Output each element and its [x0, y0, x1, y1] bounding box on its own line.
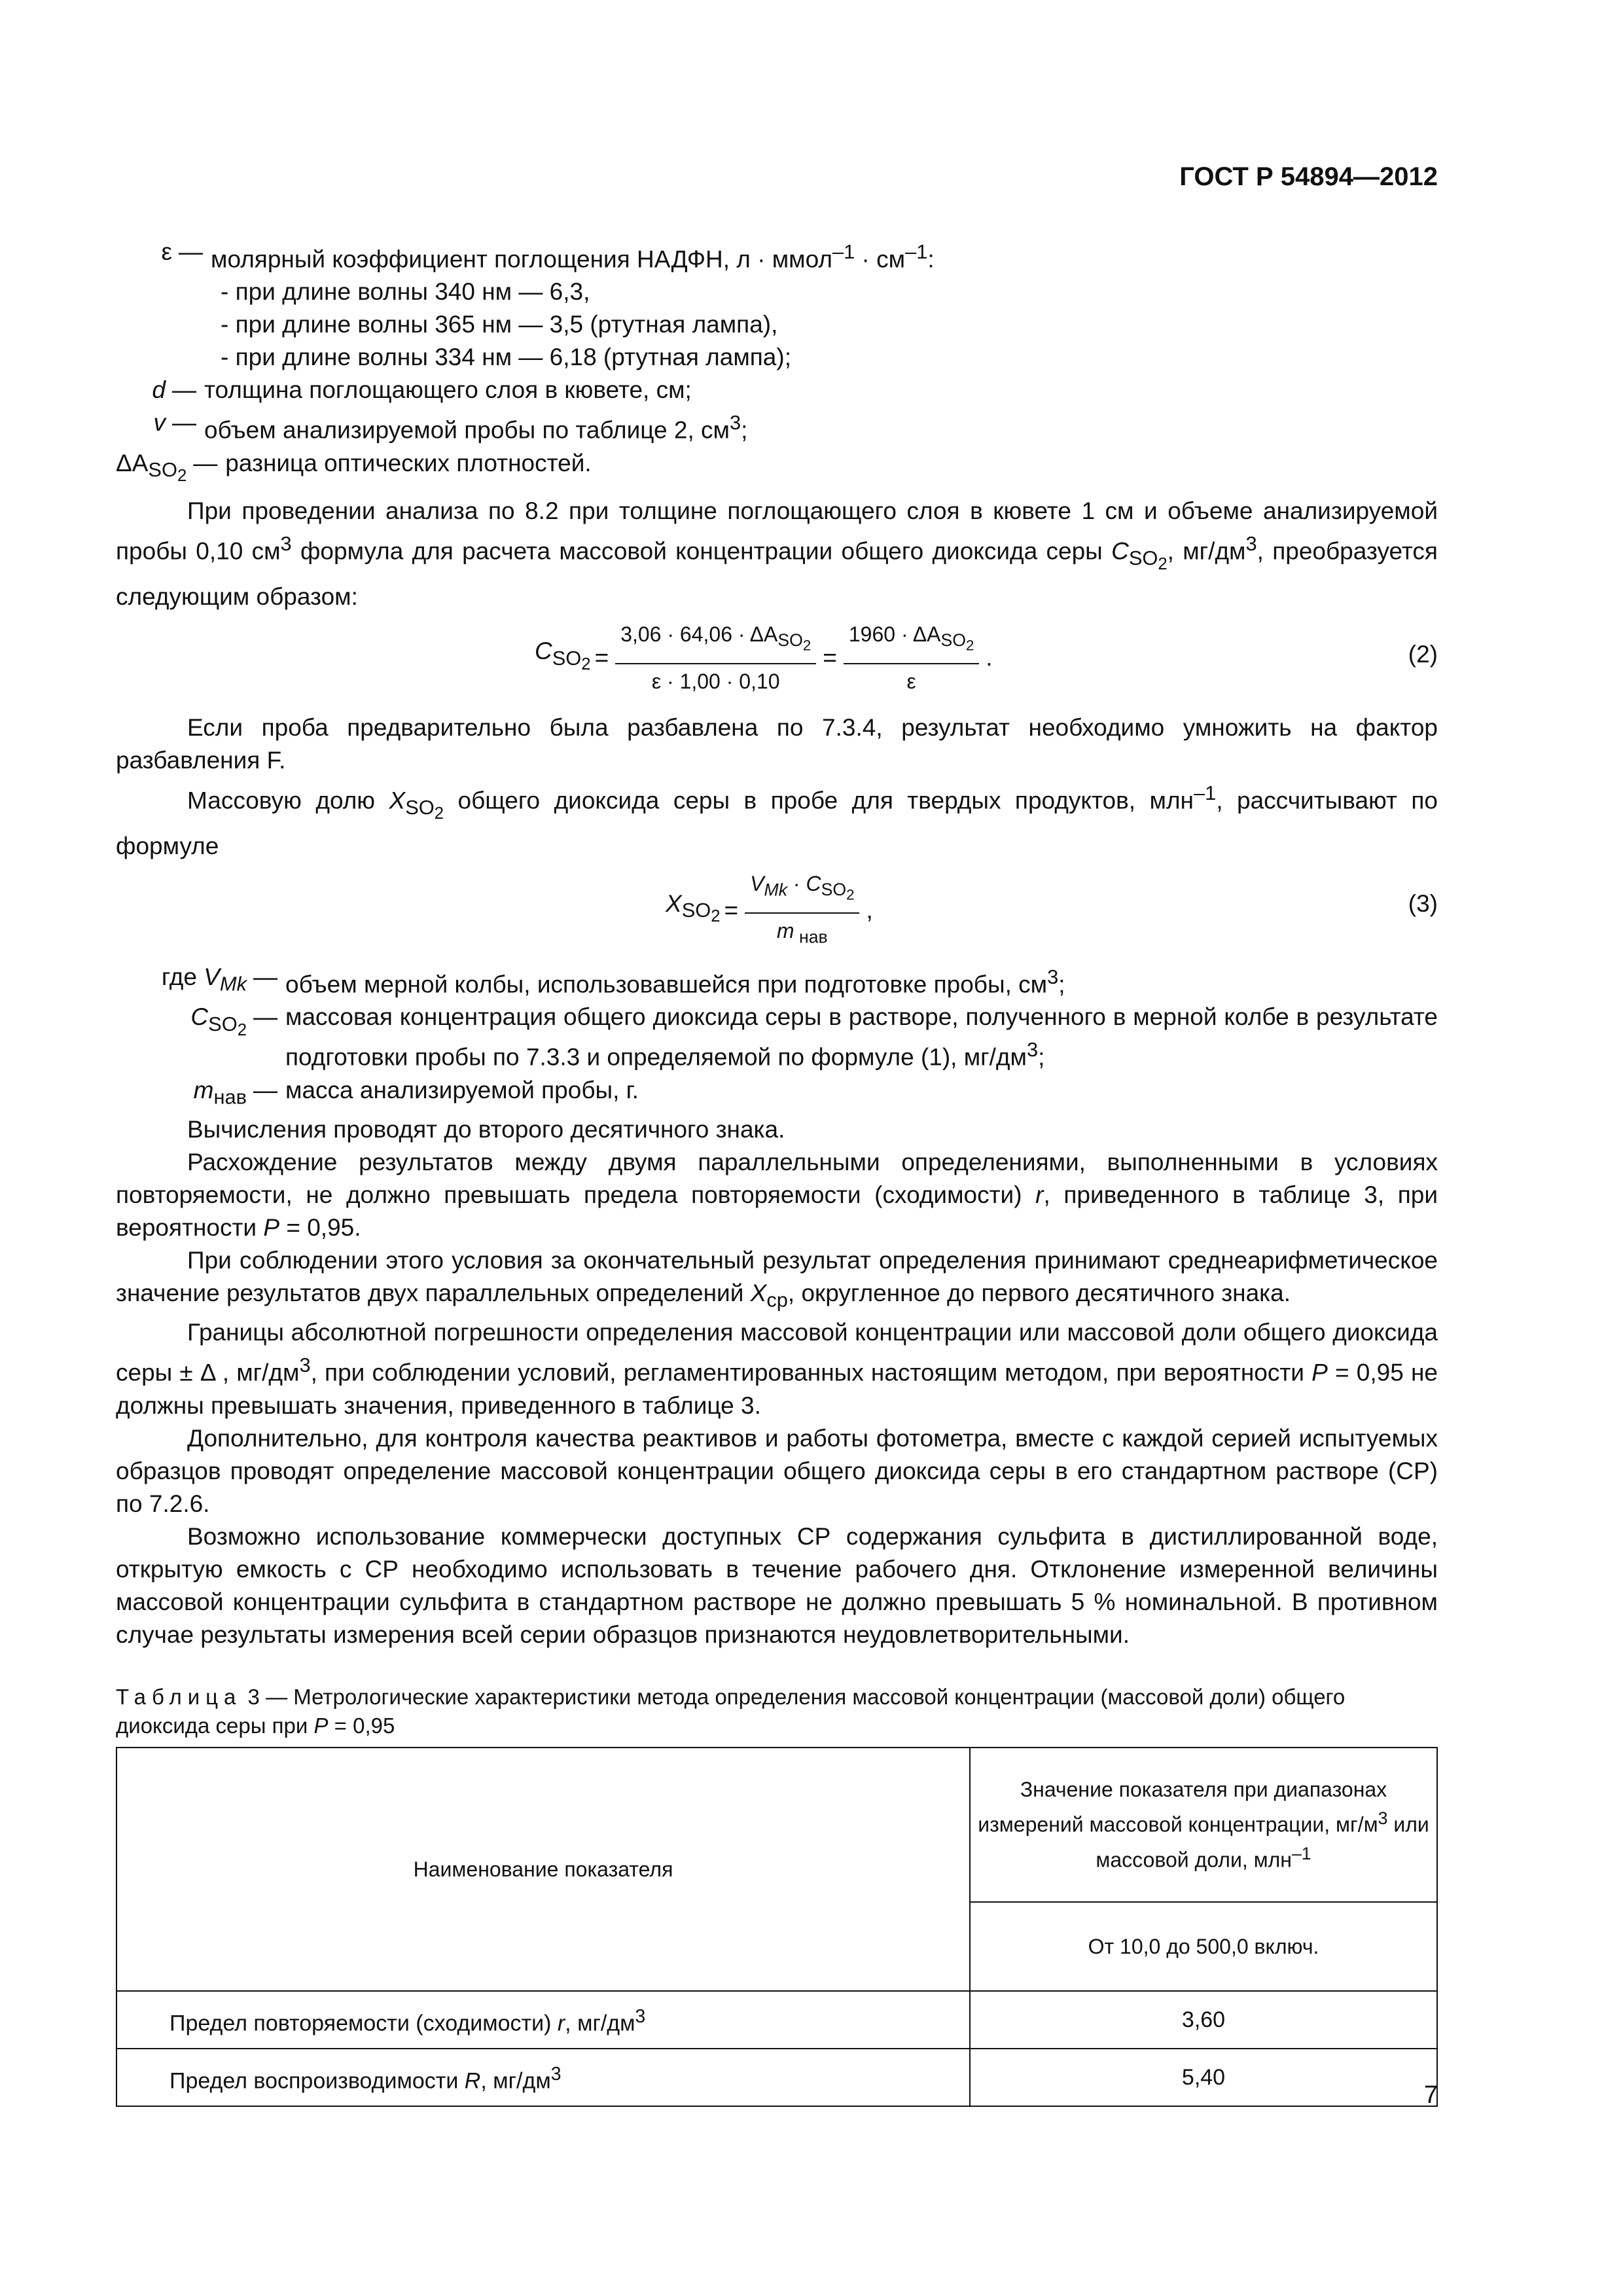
definition-text: массовая концентрация общего диоксида серы в растворе, полученного в мерной колбе в результате подготовки пробы по 7.3.3 и определяемой по формуле (1), $мг/дм^3$; [285, 1003, 1438, 1071]
paragraph: Вычисления проводят до второго десятичного знака. [187, 1116, 785, 1143]
formula-number: (2) [1408, 641, 1438, 668]
fraction: $\frac{1960 \cdot \Delta A_{SO_2}}{\varepsilon}$ [844, 620, 979, 696]
table-cell: Предел воспроизводимости R, $мг/дм^3$ [116, 2049, 970, 2106]
formula-2 [116, 613, 1438, 711]
definition-symbol: d [152, 376, 166, 404]
table-cell: 3,60 [970, 1991, 1437, 2049]
definition-text: объем анализируемой пробы по таблице 2, $см^3$; [204, 411, 748, 444]
definition-symbol: где $V_{Mk}$ [161, 963, 247, 996]
definition-vmk [116, 961, 1438, 1001]
bullet-item: - при длине волны 340 нм — 6,3, [221, 278, 590, 306]
table-subheader-cell: От 10,0 до 500,0 включ. [970, 1902, 1437, 1991]
document-body [116, 236, 1438, 2107]
definition-text: молярный коэффициент поглощения НАДФН, л · ммол$^{-1}$ · $см^{-1}$: [211, 240, 935, 273]
paragraph: Массовую долю $X_{SO_2}$ общего диоксида серы в пробе для твердых продуктов, млн$^{-1}$, рассчитывают по формуле [116, 781, 1438, 859]
paragraph: Если проба предварительно была разбавлена по 7.3.4, результат необходимо умножить на фактор разбавления F. [116, 714, 1438, 774]
definition-delta-a [116, 447, 1438, 493]
definition-dash: — [253, 963, 277, 990]
definition-epsilon [116, 236, 1438, 276]
paragraph: При проведении анализа по 8.2 при толщине поглощающего слоя в кювете 1 см и объеме анализируемой пробы 0,10 $см^3$ формула для расчета массовой концентрации общего диоксида серы $C_{SO_2}$, $мг/дм^3$, преобразуется следующим образом: [116, 497, 1438, 611]
table-row [116, 2049, 1437, 2106]
table-header-cell: Значение показателя при диапазонах измерений массовой концентрации, $мг/м^3$ или массовой доли, млн$^{-1}$ [970, 1748, 1437, 1902]
page-number: 7 [1423, 2081, 1438, 2109]
fraction: $\frac{V_{Mk} \cdot C_{SO_2}}{m _{нав}}$ [745, 869, 859, 951]
paragraph: При соблюдении этого условия за окончательный результат определения принимают среднеарифметическое значение результатов двух параллельных определений $X_{ср}$, округленное до первого десятичного знака. [116, 1247, 1438, 1312]
fraction: $\frac{3,06 \cdot 64,06 \cdot \Delta A_{SO_2}}{\varepsilon \cdot 1,00 \cdot 0,10}$ [615, 620, 816, 696]
definition-dash: — [253, 1076, 277, 1103]
definition-dash: — [172, 376, 196, 404]
formula-expression: $C_{SO_2}$ = $\frac{3,06 \cdot 64,06 \cdot \Delta A_{SO_2}}{\varepsilon \cdot 1,00 \cdot 0,10}$ = $\frac{1960 \cdot \Delta A_{SO_2}}{\varepsilon}$ . [535, 620, 993, 696]
definition-text: разница оптических плотностей. [225, 449, 592, 476]
bullet-item: - при длине волны 365 нм — 3,5 (ртутная лампа), [221, 311, 778, 338]
definition-text: масса анализируемой пробы, г. [285, 1076, 639, 1103]
formula-expression: $X_{SO_2}$ = $\frac{V_{Mk} \cdot C_{SO_2}}{m _{нав}}$ , [666, 869, 873, 951]
table-caption: Таблица 3 — Метрологические характеристики метода определения массовой концентрации (массовой доли) общего диоксида серы при P = 0,95 [116, 1684, 1346, 1738]
definition-cso2 [116, 1001, 1438, 1073]
document-header: ГОСТ Р 54894—2012 [1179, 162, 1438, 191]
paragraph: Расхождение результатов между двумя параллельными определениями, выполненными в условиях повторяемости, не должно превышать предела повторяемости (сходимости) r, приведенного в таблице 3, при вероятности P = 0,95. [116, 1149, 1438, 1241]
formula-number: (3) [1408, 889, 1438, 917]
definition-text: толщина поглощающего слоя в кювете, см; [204, 376, 692, 404]
definition-text: объем мерной колбы, использовавшейся при подготовке пробы, $см^3$; [285, 965, 1065, 998]
definition-v [116, 406, 1438, 446]
definition-d [116, 374, 1438, 406]
bullet-item: - при длине волны 334 нм — 6,18 (ртутная лампа); [221, 344, 791, 371]
table-header-cell: Наименование показателя [116, 1748, 970, 1991]
definition-m [116, 1074, 1438, 1113]
table-row [116, 1991, 1437, 2049]
paragraph: Возможно использование коммерчески доступных СР содержания сульфита в дистиллированной воде, открытую емкость с СР необходимо использовать в течение рабочего дня. Отклонение измеренной величины массовой концентрации сульфита в стандартном растворе не должно превышать 5 % номинальной. В противном случае результаты измерения всей серии образцов признаются неудовлетворительными. [116, 1522, 1438, 1648]
metrology-table [116, 1747, 1438, 2107]
paragraph: Дополнительно, для контроля качества реактивов и работы фотометра, вместе с каждой серией испытуемых образцов проводят определение массовой концентрации общего диоксида серы в его стандартном растворе (СР) по 7.2.6. [116, 1424, 1438, 1517]
definition-dash: — [179, 238, 203, 265]
table-cell: Предел повторяемости (сходимости) r, $мг/дм^3$ [116, 1991, 970, 2049]
definition-symbol: $\Delta A_{SO_2}$ [116, 449, 187, 486]
definition-symbol: $m_{нав}$ [193, 1076, 247, 1108]
formula-3 [116, 863, 1438, 961]
definition-dash: — [193, 449, 218, 476]
definition-symbol: $C_{SO_2}$ [190, 1003, 247, 1039]
paragraph: Границы абсолютной погрешности определения массовой концентрации или массовой доли общего диоксида серы ± Δ , $мг/дм^3$, при соблюдении условий, регламентированных настоящим методом, при вероятности P = 0,95 не должны превышать значения, приведенного в таблице 3. [116, 1319, 1438, 1419]
definition-dash: — [253, 1003, 277, 1031]
definition-symbol: ε [161, 238, 172, 265]
definition-dash: — [172, 409, 196, 437]
definition-symbol: v [153, 409, 166, 437]
table-cell: 5,40 [970, 2049, 1437, 2106]
